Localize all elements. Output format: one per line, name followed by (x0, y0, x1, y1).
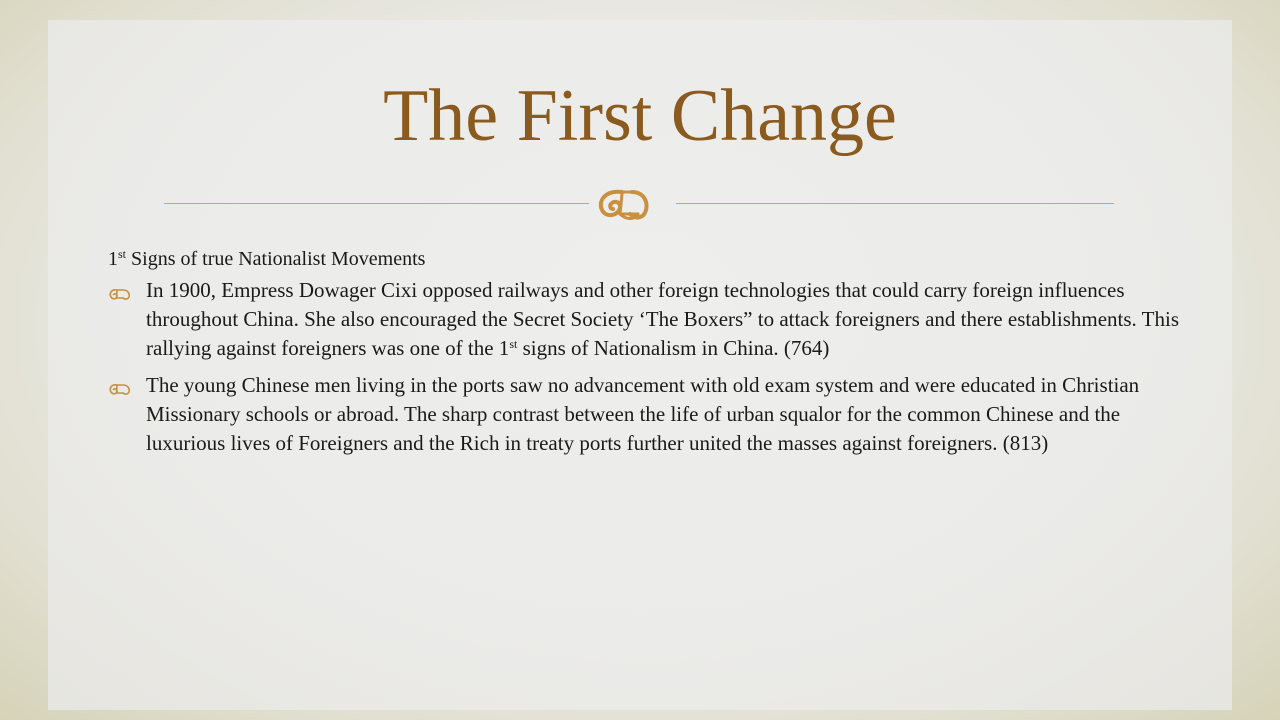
scroll-ornament-icon (592, 178, 664, 226)
lead-number: 1 (108, 248, 118, 270)
lead-heading (108, 244, 1188, 274)
bullet-superscript: st (509, 337, 518, 351)
lead-text: Signs of true Nationalist Movements (126, 248, 426, 270)
bullet-item (108, 276, 1188, 363)
scroll-bullet-icon (108, 382, 132, 396)
bullet-text-part: In 1900, Empress Dowager Cixi opposed railways and other foreign technologies that could carry foreign influences throughout China. She also encouraged the Secret Society ‘The Boxers” to attack foreigners and there establishments. This rallying against foreigners was one of the 1 (146, 278, 1179, 360)
slide-title: The First Change (383, 75, 897, 157)
slide-content (108, 244, 1188, 466)
lead-superscript: st (118, 247, 127, 261)
bullet-text-part: signs of Nationalism in China. (764) (517, 336, 830, 360)
bullet-text (146, 276, 1188, 363)
scroll-bullet-icon (108, 287, 132, 301)
title-divider-right (676, 203, 1114, 204)
title-divider-left (164, 203, 589, 204)
bullet-text: The young Chinese men living in the ports saw no advancement with old exam system and were educated in Christian Missionary schools or abroad. The sharp contrast between the life of urban squalor for the common Chinese and the luxurious lives of Foreigners and the Rich in treaty ports further united the masses against foreigners. (813) (146, 373, 1140, 455)
bullet-item (108, 371, 1188, 458)
